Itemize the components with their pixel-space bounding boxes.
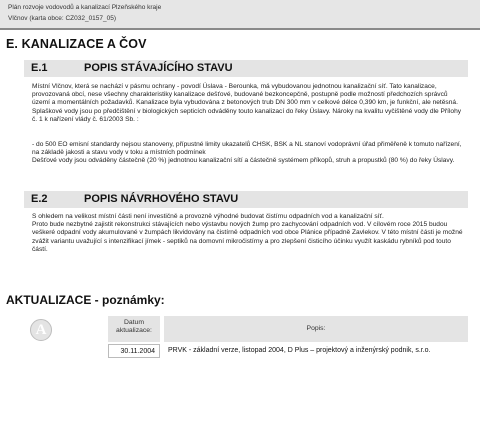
section-e1-paragraph-2: - do 500 EO emisní standardy nejsou stanoveny, přípustné limity ukazatelů CHSK, BSK a NL stanoví vodoprávní úřad přiměřeně k tomuto nařízení, na základě jakosti a stavu vody v toku a místních podmínek Dešťové vody jsou odváděny částečně (20 %) jednotnou kanalizační sítí a částečně systémem příkopů, struh a propustků (80 %) do řeky Úslavy. [32, 141, 462, 165]
table-row [108, 344, 468, 370]
update-note: PRVK - základní verze, listopad 2004, D Plus – projektový a inženýrský podnik, s.r.o. [168, 347, 431, 354]
section-e1-paragraph-1: Místní Vlčnov, která se nachází v pásmu ochrany - povodí Úslava - Berounka, má vybudovanou jednotnou kanalizační síť. Tato kanalizace, provozovaná obcí, nese všechny charakteristiky kanalizace dešťové, budované bezkoncepčně, postupně podle možností předchozích správců území a momentálních požadavků. Kanalizace byla vybudována z betonových trub DN 300 mm v celkové délce 0,390 km, je funkční, ale netěsná. Splaškové vody jsou po předčištění v biologických septicích odváděny touto kanalizací do řeky Úslavy. Nároky na kvalitu vyčištěné vody dle Přílohy č. 1 k nařízení vlády č. 61/2003 Sb. : [32, 83, 462, 123]
document-header [0, 0, 480, 30]
update-logo-icon: A [30, 319, 52, 341]
section-e1-header [24, 60, 468, 77]
main-title: E. KANALIZACE A ČOV [6, 37, 147, 51]
section-e2-number: E.2 [31, 193, 48, 205]
section-e2-title: POPIS NÁVRHOVÉHO STAVU [84, 193, 239, 205]
updates-date-header: Datum aktualizace: [108, 316, 160, 342]
header-municipality: Vlčnov (karta obce: CZ032_0157_05) [8, 15, 117, 22]
section-e2-paragraph: S ohledem na velikost místní části není investičně a provozně výhodné budovat čistírnu odpadních vod a kanalizační síť. Proto bude nezbytné zajistit rekonstrukci stávajících nebo výstavbu nových žump pro zachycování odpadních vod. V cílovém roce 2015 budou veškeré odpadní vody akumulované v žumpách likvidovány na čistírně odpadních vod obce Plánice případně Zavlekov. V této místní části je možné zvážit variantu uvažující s intenzifikací jímek - septiků na domovní mikročistírny a pro zlepšení čisticího účinku využít kaskádu rybníků pod touto částí. [32, 213, 463, 253]
section-e2-header [24, 191, 468, 208]
updates-title: AKTUALIZACE - poznámky: [6, 293, 165, 307]
section-e1-title: POPIS STÁVAJÍCÍHO STAVU [84, 62, 233, 74]
update-date: 30.11.2004 [108, 344, 160, 358]
section-e1-number: E.1 [31, 62, 48, 74]
header-project-name: Plán rozvoje vodovodů a kanalizací Plzeňského kraje [8, 4, 162, 11]
updates-note-header: Popis: [164, 316, 468, 342]
